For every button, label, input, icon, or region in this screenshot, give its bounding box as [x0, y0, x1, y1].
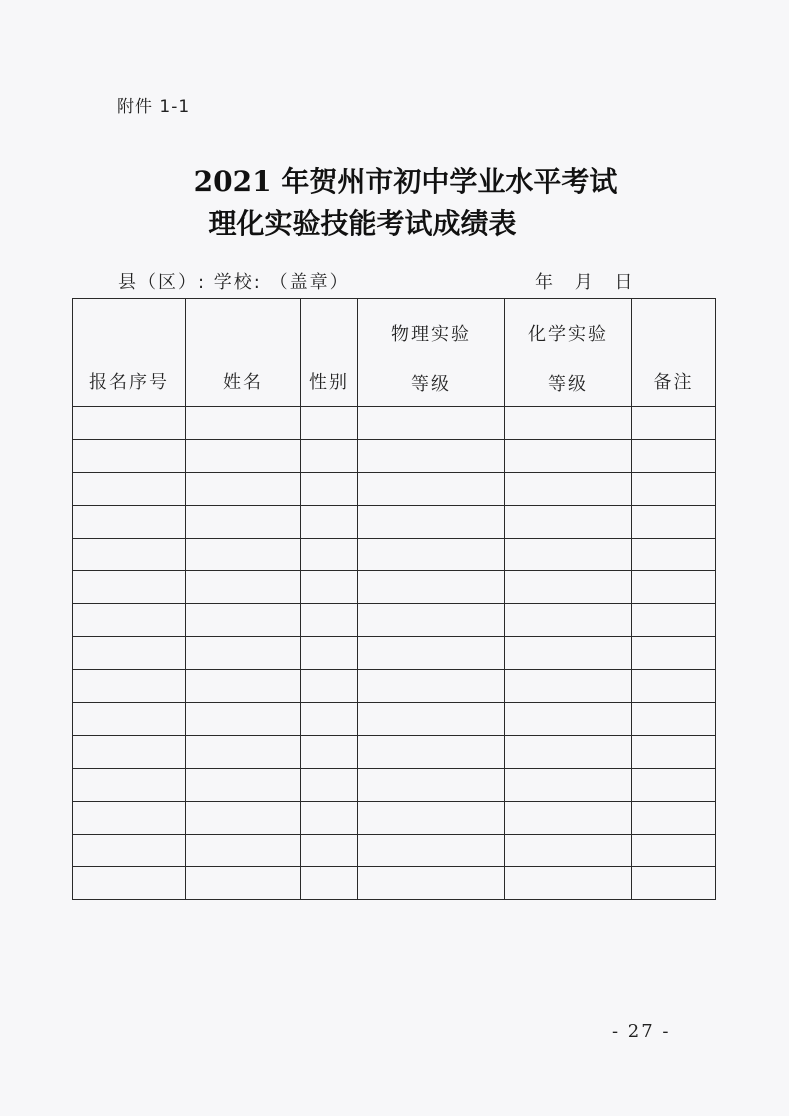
- table-cell[interactable]: [301, 407, 358, 440]
- table-cell[interactable]: [632, 768, 716, 801]
- table-cell[interactable]: [358, 538, 505, 571]
- table-cell[interactable]: [301, 768, 358, 801]
- table-cell[interactable]: [186, 834, 301, 867]
- table-cell[interactable]: [505, 867, 632, 900]
- table-cell[interactable]: [358, 637, 505, 670]
- table-cell[interactable]: [73, 571, 186, 604]
- table-cell[interactable]: [186, 801, 301, 834]
- table-cell[interactable]: [301, 637, 358, 670]
- table-cell[interactable]: [358, 670, 505, 703]
- table-cell[interactable]: [632, 834, 716, 867]
- table-cell[interactable]: [301, 571, 358, 604]
- attachment-label: 附件 1-1: [117, 97, 191, 117]
- table-cell[interactable]: [186, 670, 301, 703]
- table-cell[interactable]: [632, 439, 716, 472]
- table-cell[interactable]: [632, 801, 716, 834]
- table-cell[interactable]: [632, 505, 716, 538]
- table-cell[interactable]: [505, 637, 632, 670]
- table-cell[interactable]: [505, 472, 632, 505]
- table-cell[interactable]: [73, 604, 186, 637]
- table-cell[interactable]: [186, 571, 301, 604]
- table-cell[interactable]: [186, 439, 301, 472]
- table-cell[interactable]: [358, 571, 505, 604]
- table-row: [73, 637, 716, 670]
- table-cell[interactable]: [73, 670, 186, 703]
- table-cell[interactable]: [632, 538, 716, 571]
- header-remarks: 备注: [632, 299, 716, 407]
- table-cell[interactable]: [505, 834, 632, 867]
- table-cell[interactable]: [505, 538, 632, 571]
- table-cell[interactable]: [301, 472, 358, 505]
- table-cell[interactable]: [301, 703, 358, 736]
- table-cell[interactable]: [358, 768, 505, 801]
- table-cell[interactable]: [186, 768, 301, 801]
- table-cell[interactable]: [505, 703, 632, 736]
- table-cell[interactable]: [186, 407, 301, 440]
- table-cell[interactable]: [186, 867, 301, 900]
- header-registration-number: 报名序号: [73, 299, 186, 407]
- table-cell[interactable]: [505, 505, 632, 538]
- table-cell[interactable]: [632, 407, 716, 440]
- table-cell[interactable]: [73, 407, 186, 440]
- table-cell[interactable]: [301, 439, 358, 472]
- table-cell[interactable]: [301, 834, 358, 867]
- header-gender: 性别: [301, 299, 358, 407]
- page-number: - 27 -: [612, 1021, 671, 1042]
- table-cell[interactable]: [186, 505, 301, 538]
- header-fields-school: 县（区）: 学校: （盖章）: [118, 272, 350, 293]
- table-cell[interactable]: [73, 538, 186, 571]
- table-cell[interactable]: [301, 670, 358, 703]
- table-cell[interactable]: [358, 735, 505, 768]
- table-cell[interactable]: [632, 604, 716, 637]
- table-cell[interactable]: [73, 505, 186, 538]
- table-row: [73, 768, 716, 801]
- table-cell[interactable]: [186, 703, 301, 736]
- table-cell[interactable]: [505, 571, 632, 604]
- table-row: [73, 505, 716, 538]
- table-cell[interactable]: [301, 604, 358, 637]
- table-cell[interactable]: [73, 637, 186, 670]
- table-cell[interactable]: [358, 801, 505, 834]
- table-cell[interactable]: [301, 801, 358, 834]
- table-cell[interactable]: [358, 867, 505, 900]
- table-cell[interactable]: [358, 703, 505, 736]
- table-cell[interactable]: [73, 768, 186, 801]
- table-cell[interactable]: [73, 801, 186, 834]
- table-cell[interactable]: [301, 735, 358, 768]
- table-cell[interactable]: [505, 439, 632, 472]
- table-cell[interactable]: [73, 867, 186, 900]
- table-cell[interactable]: [632, 703, 716, 736]
- table-row: [73, 472, 716, 505]
- table-row: [73, 735, 716, 768]
- table-cell[interactable]: [186, 735, 301, 768]
- table-cell[interactable]: [186, 637, 301, 670]
- table-cell[interactable]: [358, 834, 505, 867]
- table-row: [73, 604, 716, 637]
- table-cell[interactable]: [358, 472, 505, 505]
- table-cell[interactable]: [632, 867, 716, 900]
- score-table: [72, 298, 716, 900]
- table-cell[interactable]: [632, 637, 716, 670]
- table-cell[interactable]: [73, 703, 186, 736]
- table-cell[interactable]: [358, 439, 505, 472]
- table-cell[interactable]: [632, 735, 716, 768]
- header-chemistry-grade: 化学实验 等级: [505, 299, 632, 407]
- table-cell[interactable]: [505, 670, 632, 703]
- table-row: [73, 703, 716, 736]
- table-cell[interactable]: [186, 472, 301, 505]
- header-fields-date: 年 月 日: [535, 272, 635, 293]
- table-cell[interactable]: [505, 407, 632, 440]
- table-row: [73, 670, 716, 703]
- table-cell[interactable]: [73, 735, 186, 768]
- table-cell[interactable]: [358, 407, 505, 440]
- table-row: [73, 538, 716, 571]
- table-cell[interactable]: [505, 768, 632, 801]
- table-cell[interactable]: [632, 670, 716, 703]
- table-cell[interactable]: [358, 604, 505, 637]
- table-cell[interactable]: [186, 604, 301, 637]
- table-cell[interactable]: [301, 538, 358, 571]
- table-cell[interactable]: [505, 801, 632, 834]
- table-cell[interactable]: [505, 735, 632, 768]
- table-cell[interactable]: [186, 538, 301, 571]
- table-cell[interactable]: [301, 505, 358, 538]
- table-row: [73, 801, 716, 834]
- table-row: [73, 439, 716, 472]
- document-title-line-1: 2021 年贺州市初中学业水平考试: [193, 165, 618, 198]
- table-cell[interactable]: [632, 472, 716, 505]
- header-physics-grade: 物理实验 等级: [358, 299, 505, 407]
- table-cell[interactable]: [632, 571, 716, 604]
- table-cell[interactable]: [301, 867, 358, 900]
- table-row: [73, 571, 716, 604]
- table-header-row: [73, 299, 716, 407]
- table-cell[interactable]: [73, 834, 186, 867]
- table-row: [73, 407, 716, 440]
- table-cell[interactable]: [505, 604, 632, 637]
- table-cell[interactable]: [73, 439, 186, 472]
- document-title-line-2: 理化实验技能考试成绩表: [208, 207, 517, 240]
- table-row: [73, 867, 716, 900]
- table-cell[interactable]: [358, 505, 505, 538]
- table-cell[interactable]: [73, 472, 186, 505]
- header-name: 姓名: [186, 299, 301, 407]
- table-row: [73, 834, 716, 867]
